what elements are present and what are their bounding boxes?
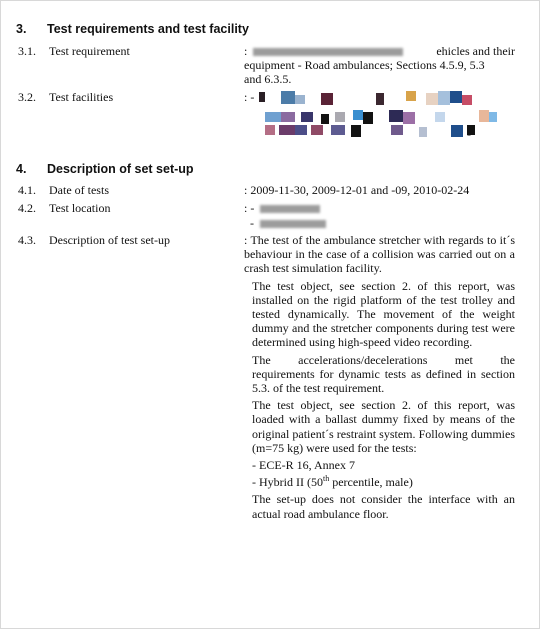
s41-value: : 2009-11-30, 2009-12-01 and -09, 2010-02-24: [244, 183, 470, 197]
s31-value-tail: ehicles and their: [436, 44, 515, 58]
s31-value-line2: equipment - Road ambulances; Sections 4.5.9, 5.3: [244, 58, 485, 73]
s43-paragraph-5: The set-up does not consider the interface with an actual road ambulance floor.: [252, 492, 515, 521]
s41-label: Date of tests: [49, 183, 109, 197]
s43-list-item-1: - ECE-R 16, Annex 7: [252, 458, 355, 473]
s43-number: 4.3.: [18, 233, 36, 247]
s32-prefix: : -: [244, 90, 255, 104]
s31-value: [244, 44, 515, 87]
s43-value: [244, 233, 515, 524]
s32-label: Test facilities: [49, 90, 114, 104]
superscript: th: [322, 474, 330, 484]
word: accelerations/decelerations: [298, 352, 428, 367]
s43-label: Description of test set-up: [49, 233, 170, 247]
s31-label: Test requirement: [49, 44, 130, 58]
s31-number: 3.1.: [18, 44, 36, 58]
redacted-text: [260, 220, 326, 228]
word: the: [500, 352, 515, 367]
s42-line2: -: [250, 216, 254, 230]
s43-list-item-2: [244, 472, 515, 489]
section-3-title: Test requirements and test facility: [47, 22, 249, 36]
word: met: [454, 352, 473, 367]
s42-label: Test location: [49, 201, 111, 215]
s31-value-line3: and 6.3.5.: [244, 72, 292, 87]
s42-number: 4.2.: [18, 201, 36, 215]
redacted-text: [260, 205, 320, 213]
word: The: [252, 352, 271, 367]
s32-dash: -: [467, 127, 471, 141]
redacted-facility-image: [259, 89, 521, 145]
s43-paragraph-3: requirements for dynamic tests as defined in section 5.3. of the test requirement.: [252, 366, 515, 396]
s43-paragraph-4: The test object, see section 2. of this report, was loaded with a ballast dummy fixed by means of the original patient´s restraint system. Following dummies (m=75 kg) were used for the tests:: [252, 398, 515, 455]
s42-value: [244, 201, 326, 231]
s31-colon: :: [244, 44, 248, 58]
s42-line1: : -: [244, 201, 255, 215]
s32-number: 3.2.: [18, 90, 36, 104]
redacted-text: [253, 48, 403, 56]
list-text: percentile, male): [329, 475, 413, 490]
s41-number: 4.1.: [18, 183, 36, 197]
list-text: - Hybrid II (50: [252, 475, 323, 490]
section-3-number: 3.: [16, 22, 27, 36]
section-4-number: 4.: [16, 162, 27, 176]
section-4-title: Description of set set-up: [47, 162, 194, 176]
s43-paragraph-1: : The test of the ambulance stretcher with regards to it´s behaviour in the case of a collision was carried out on a crash test simulation facility.: [244, 233, 515, 276]
s43-paragraph-2: The test object, see section 2. of this report, was installed on the rigid platform of the test trolley and tested dynamically. The movement of the weight dummy and the stretcher components during test were determined using high-speed video recording.: [252, 278, 515, 350]
s43-paragraph-3-line1: [244, 353, 515, 367]
